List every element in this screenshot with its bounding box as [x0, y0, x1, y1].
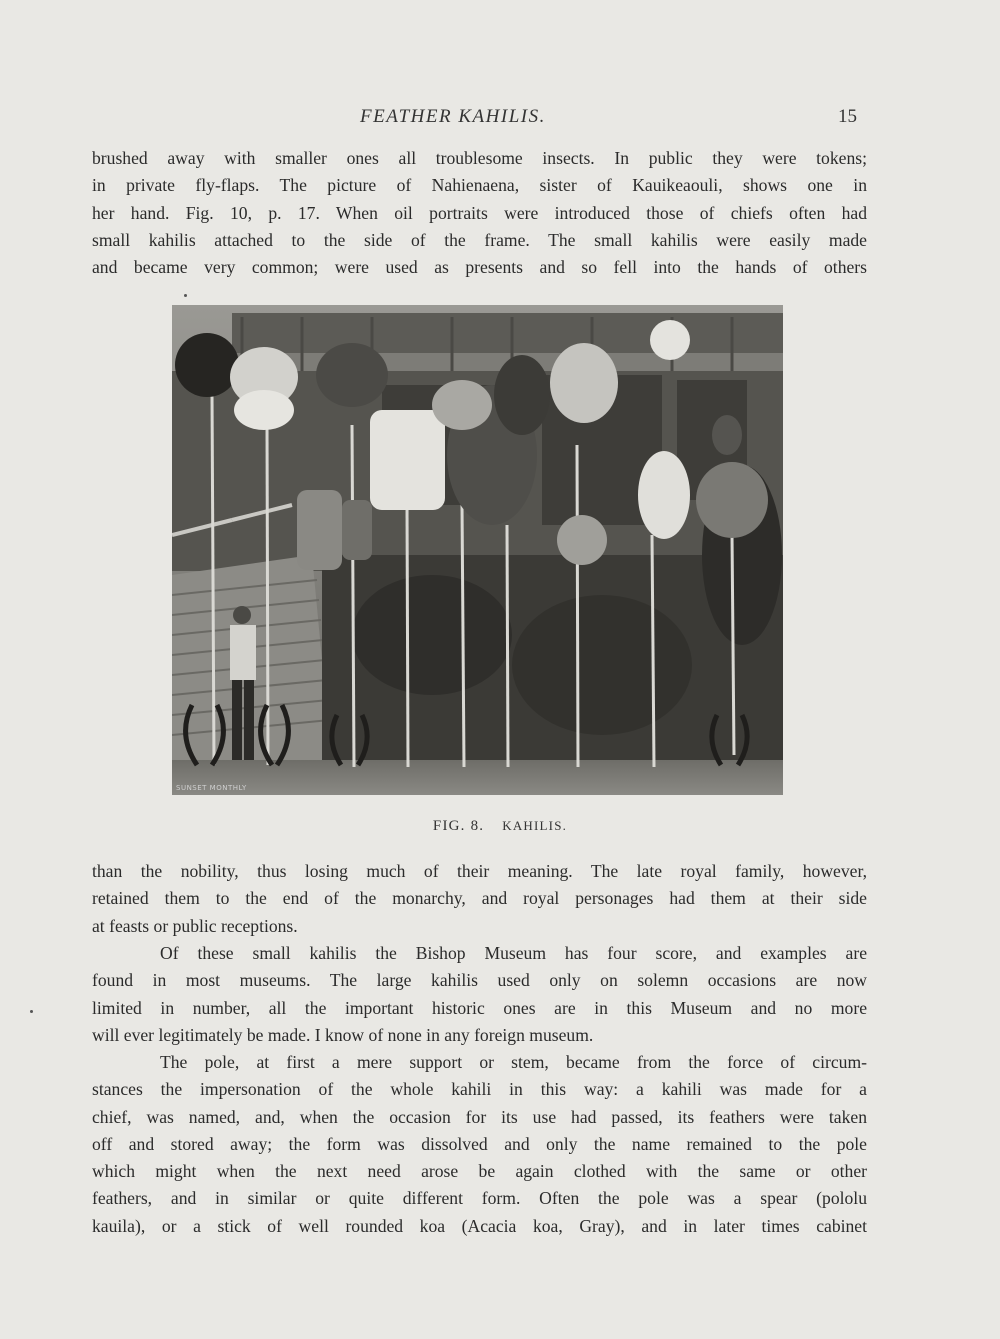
text-line: limited in number, all the important historic ones are in this Museum and no more	[92, 997, 867, 1018]
text-line: at feasts or public receptions.	[92, 915, 298, 936]
figure-photograph	[172, 305, 783, 795]
kahilis-photo	[172, 305, 783, 795]
text-line: retained them to the end of the monarchy, and royal personages had them at their side	[92, 888, 867, 909]
figure-caption	[0, 818, 1000, 835]
text-line: than the nobility, thus losing much of their meaning. The late royal family, however,	[92, 861, 867, 881]
text-line: brushed away with smaller ones all troublesome insects. In public they were tokens;	[92, 148, 867, 168]
paragraph-top	[92, 145, 867, 281]
text-line: found in most museums. The large kahilis used only on solemn occasions are now	[92, 970, 867, 991]
paragraph-continuation	[92, 858, 867, 940]
paragraph-pole	[92, 1049, 867, 1240]
building-cornice	[232, 313, 783, 353]
text-line: will ever legitimately be made. I know of none in any foreign museum.	[92, 1024, 594, 1045]
text-line: off and stored away; the form was dissolved and only the name remained to the pole	[92, 1133, 867, 1154]
photo-credit: SUNSET MONTHLY	[176, 784, 247, 792]
caption-label: FIG. 8.	[432, 818, 485, 834]
text-line: small kahilis attached to the side of the frame. The small kahilis were easily made	[92, 229, 867, 250]
text-line: stances the impersonation of the whole kahili in this way: a kahili was made for a	[92, 1079, 867, 1100]
text-line: her hand. Fig. 10, p. 17. When oil portraits were introduced those of chiefs often had	[92, 202, 867, 223]
text-line: feathers, and in similar or quite different form. Often the pole was a spear (pololu	[92, 1188, 867, 1209]
text-line: chief, was named, and, when the occasion for its use had passed, its feathers were taken	[92, 1106, 867, 1127]
running-head	[0, 106, 1000, 136]
text-line: and became very common; were used as presents and so fell into the hands of others	[92, 257, 867, 278]
text-line: kauila), or a stick of well rounded koa (Acacia koa, Gray), and in later times cabinet	[92, 1215, 867, 1236]
print-speck	[30, 1010, 33, 1013]
text-line: in private fly-flaps. The picture of Nahienaena, sister of Kauikeaouli, shows one in	[92, 175, 867, 196]
print-speck	[184, 294, 187, 297]
running-title: FEATHER KAHILIS.	[360, 106, 546, 127]
ground	[172, 760, 783, 795]
text-line: Of these small kahilis the Bishop Museum has four score, and examples are	[160, 943, 867, 963]
paragraph-museum	[92, 940, 867, 1049]
text-line: The pole, at first a mere support or stem, became from the force of circum-	[160, 1052, 867, 1072]
text-line: which might when the next need arose be again clothed with the same or other	[92, 1161, 867, 1182]
page-number: 15	[838, 106, 857, 127]
caption-title: KAHILIS.	[502, 818, 568, 833]
